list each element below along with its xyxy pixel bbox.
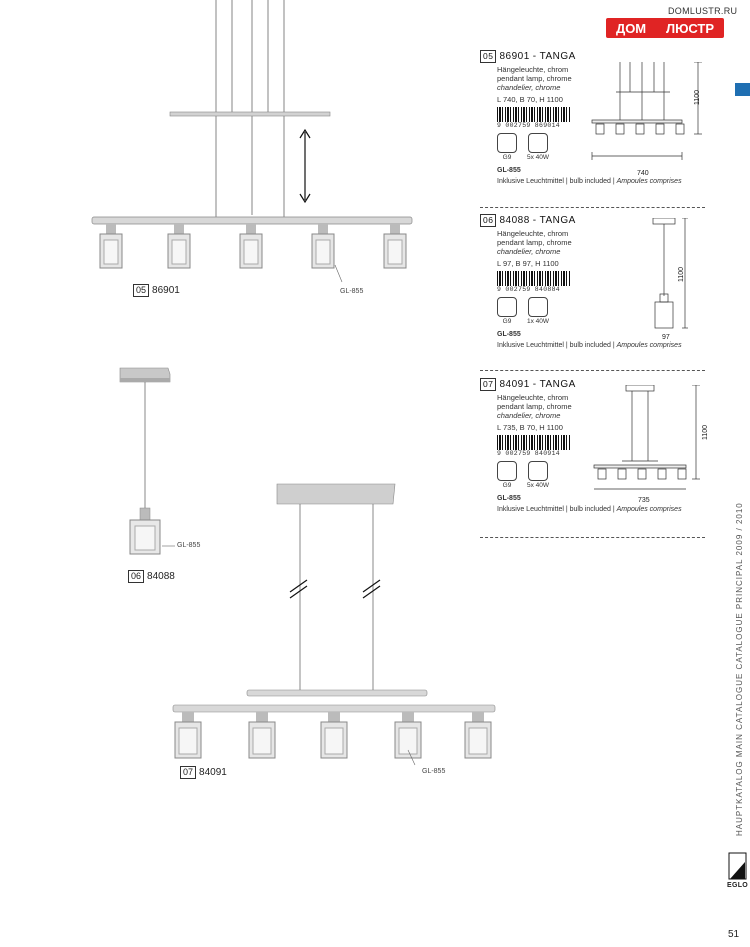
product-dimensions: L 735, B 70, H 1100 <box>497 423 563 432</box>
barcode-number: 9 002759 869014 <box>497 122 561 129</box>
glass-code-label: GL-855 <box>340 288 364 295</box>
drawing-height-84091: 1100 <box>702 424 709 440</box>
glass-code: GL-855 <box>497 331 521 338</box>
glass-code: GL-855 <box>497 495 521 502</box>
product-number: 07 <box>180 766 196 779</box>
bulb-included-text: Inklusive Leuchtmittel | bulb included | <box>497 506 615 513</box>
socket-type: G9 <box>502 482 512 489</box>
bulb-included-text: Inklusive Leuchtmittel | bulb included | <box>497 342 615 349</box>
watermark-brand-right: ЛЮСТР <box>666 20 715 36</box>
product-code: 84088 <box>147 571 175 582</box>
drawing-width-86901: 740 <box>637 170 649 177</box>
bulb-included-fr: Ampoules comprises <box>616 178 682 185</box>
dimension-drawing-84091 <box>592 385 710 495</box>
eglo-logo-text: EGLO <box>727 882 749 889</box>
separator <box>480 207 705 208</box>
dash: - <box>532 215 537 226</box>
separator <box>480 370 705 371</box>
product-label-86901 <box>133 284 180 297</box>
product-code: 86901 <box>152 285 180 296</box>
bulb-included-fr: Ampoules comprises <box>616 506 682 513</box>
socket-icon <box>497 461 517 481</box>
product-code: 86901 <box>499 51 530 62</box>
bulb-included-note <box>497 178 705 185</box>
drawing-width-84091: 735 <box>638 497 650 504</box>
socket-icon <box>497 133 517 153</box>
product-label-84091 <box>180 766 227 779</box>
bulb-icon <box>528 297 548 317</box>
barcode-number: 9 002759 840914 <box>497 450 561 457</box>
glass-code-label: GL-855 <box>177 542 201 549</box>
description-fr: chandelier, chrome <box>497 247 561 256</box>
product-code: 84088 <box>499 215 530 226</box>
product-dimensions: L 97, B 97, H 1100 <box>497 259 559 268</box>
separator <box>480 537 705 538</box>
socket-icon <box>497 297 517 317</box>
dimension-drawing-86901 <box>590 62 712 177</box>
product-number: 05 <box>133 284 149 297</box>
product-number: 06 <box>128 570 144 583</box>
socket-type: G9 <box>502 318 512 325</box>
dash: - <box>532 51 537 62</box>
watermark-brand-left: ДОМ <box>615 20 647 36</box>
product-photo-86901 <box>80 0 430 290</box>
glass-code-label: GL-855 <box>422 768 446 775</box>
product-number: 05 <box>480 50 496 63</box>
bulb-included-text: Inklusive Leuchtmittel | bulb included | <box>497 178 615 185</box>
watermark-brand <box>606 18 724 38</box>
wattage: 5x 40W <box>527 482 550 489</box>
barcode <box>497 107 571 129</box>
description-de: Hängeleuchte, chrom <box>497 229 569 238</box>
product-name: TANGA <box>539 51 576 62</box>
product-name: TANGA <box>539 379 576 390</box>
drawing-height-84088: 1100 <box>678 266 685 282</box>
wattage: 5x 40W <box>527 154 550 161</box>
drawing-height-86901: 1100 <box>694 89 701 105</box>
product-code: 84091 <box>199 767 227 778</box>
description-en: pendant lamp, chrome <box>497 74 572 83</box>
product-number: 07 <box>480 378 496 391</box>
product-photo-84091 <box>165 480 505 780</box>
glass-code: GL-855 <box>497 167 521 174</box>
barcode <box>497 271 571 293</box>
description-fr: chandelier, chrome <box>497 411 561 420</box>
description-en: pendant lamp, chrome <box>497 238 572 247</box>
bulb-included-note <box>497 342 705 349</box>
product-code: 84091 <box>499 379 530 390</box>
socket-type: G9 <box>502 154 512 161</box>
barcode <box>497 435 571 457</box>
product-dimensions: L 740, B 70, H 1100 <box>497 95 563 104</box>
bulb-included-note <box>497 506 705 513</box>
bulb-icon <box>528 133 548 153</box>
wattage: 1x 40W <box>527 318 550 325</box>
description-fr: chandelier, chrome <box>497 83 561 92</box>
watermark-site-url: DOMLUSTR.RU <box>668 6 738 16</box>
page-number: 51 <box>728 929 740 940</box>
dimension-drawing-84088 <box>645 218 695 343</box>
product-number: 06 <box>480 214 496 227</box>
dash: - <box>532 379 537 390</box>
description-de: Hängeleuchte, chrom <box>497 65 569 74</box>
catalogue-side-label: HAUPTKATALOG MAIN CATALOGUE CATALOGUE PRINCIPAL 2009 / 2010 <box>735 502 744 836</box>
section-tab <box>735 83 750 96</box>
catalogue-side-text <box>731 502 750 840</box>
drawing-width-84088: 97 <box>662 334 670 341</box>
barcode-number: 9 002759 840884 <box>497 286 561 293</box>
bulb-icon <box>528 461 548 481</box>
description-de: Hängeleuchte, chrom <box>497 393 569 402</box>
product-name: TANGA <box>539 215 576 226</box>
bulb-included-fr: Ampoules comprises <box>616 342 682 349</box>
description-en: pendant lamp, chrome <box>497 402 572 411</box>
eglo-logo-icon <box>728 852 748 882</box>
